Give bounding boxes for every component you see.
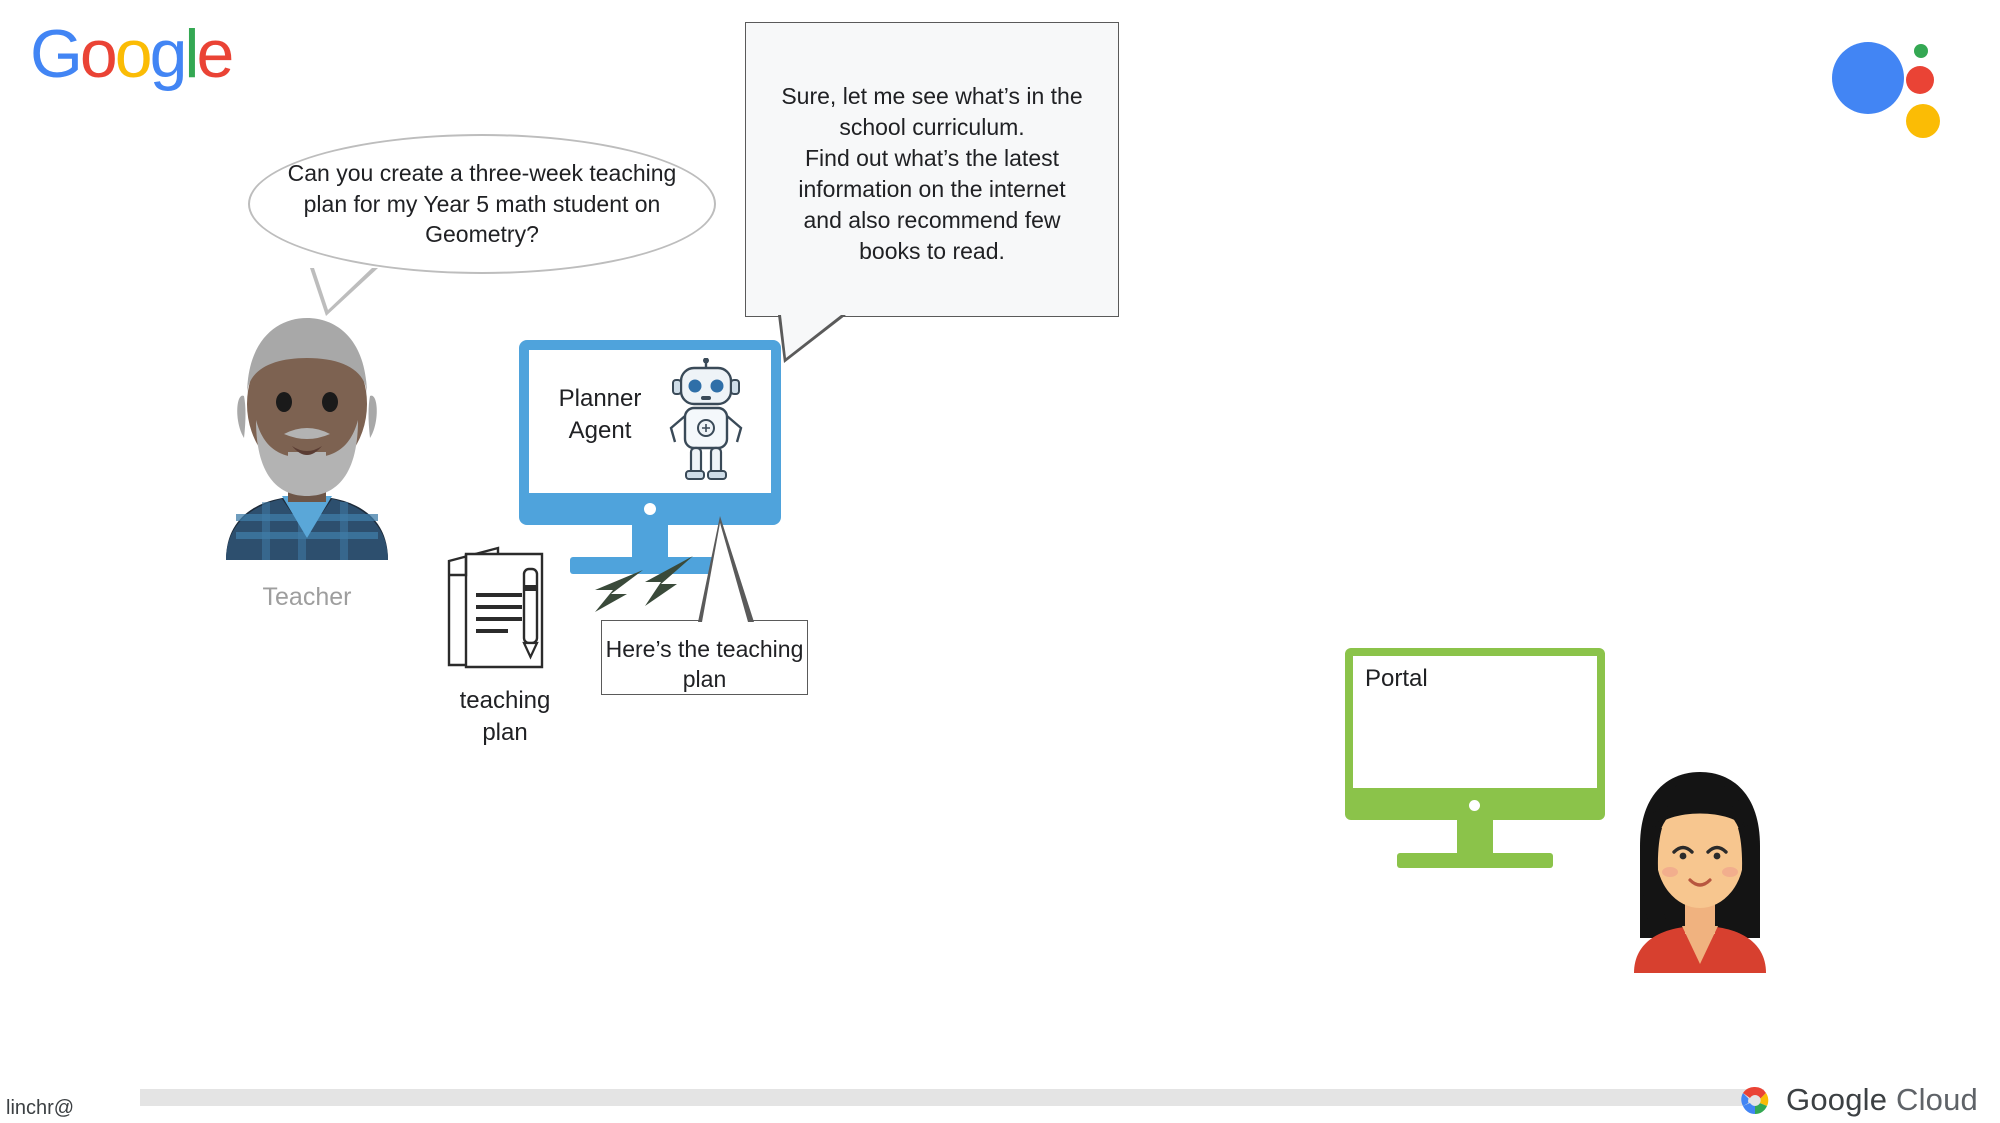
agent-response-line-5: and also recommend few: [803, 207, 1061, 234]
agent-delivery-text: Here’s the teaching plan: [605, 636, 804, 693]
google-cloud-wordmark: [1786, 1082, 1978, 1118]
google-logo-letter-g1: G: [30, 16, 80, 92]
footer-divider: [140, 1089, 1764, 1106]
agent-bubble-tail-inner: [781, 315, 841, 358]
teaching-plan-label-line1: teaching: [459, 687, 551, 714]
teacher-speech-text: Can you create a three-week teaching plan for my Year 5 math student on Geometry?: [287, 159, 677, 248]
google-logo-letter-o2: o: [114, 16, 150, 92]
teacher-avatar: [222, 300, 392, 560]
agent-to-document-arrow: [565, 550, 705, 620]
student-avatar-svg: [1628, 768, 1773, 973]
google-cloud-suffix: Cloud: [1896, 1082, 1978, 1117]
google-logo: [30, 16, 232, 92]
assistant-dot-yellow: [1906, 104, 1940, 138]
agent-response-line-2: school curriculum.: [839, 114, 1025, 141]
portal-label: Portal: [1365, 665, 1428, 692]
agent-delivery-bubble: [601, 620, 808, 695]
google-logo-letter-e: e: [196, 16, 232, 92]
teaching-plan-document-icon: [446, 545, 561, 670]
portal-monitor-neck: [1457, 820, 1493, 853]
assistant-dot-green: [1914, 44, 1928, 58]
assistant-dot-red: [1906, 66, 1934, 94]
robot-icon: [665, 358, 747, 483]
footer-username: linchr@: [6, 1097, 75, 1119]
document-with-pen-icon: [446, 545, 561, 670]
teaching-plan-label-line2: plan: [482, 719, 528, 747]
agent-response-line-6: books to read.: [859, 238, 1005, 265]
google-cloud-logo: [1735, 1082, 1978, 1118]
google-logo-letter-g2: g: [149, 16, 185, 92]
planner-agent-label-line1: Planner: [558, 385, 642, 412]
assistant-dot-blue: [1832, 42, 1904, 114]
delivery-bubble-tail-inner: [702, 523, 748, 622]
agent-response-line-1: Sure, let me see what’s in the: [781, 83, 1083, 109]
teacher-label: Teacher: [262, 583, 352, 611]
google-cloud-mark-icon: [1735, 1083, 1775, 1117]
portal-monitor-base: [1397, 853, 1553, 868]
teacher-speech-bubble: [248, 134, 716, 274]
agent-response-line-3: Find out what’s the latest: [805, 145, 1059, 172]
teaching-plan-label: [425, 685, 585, 750]
google-logo-letter-l: l: [184, 16, 197, 92]
portal-monitor-power-dot: [1469, 800, 1480, 811]
google-logo-letter-o1: o: [79, 16, 115, 92]
google-assistant-dots-icon: [1832, 30, 1942, 140]
arrow-icon: [565, 550, 705, 620]
google-cloud-prefix: Google: [1786, 1082, 1888, 1117]
teacher-avatar-svg: [222, 300, 392, 560]
planner-agent-label-line2: Agent: [568, 416, 632, 444]
agent-response-line-4: information on the internet: [798, 176, 1066, 203]
agent-response-bubble: [745, 22, 1119, 317]
planner-agent-label: [540, 383, 660, 447]
agent-monitor-power-dot: [644, 503, 656, 515]
student-avatar: [1628, 768, 1773, 973]
